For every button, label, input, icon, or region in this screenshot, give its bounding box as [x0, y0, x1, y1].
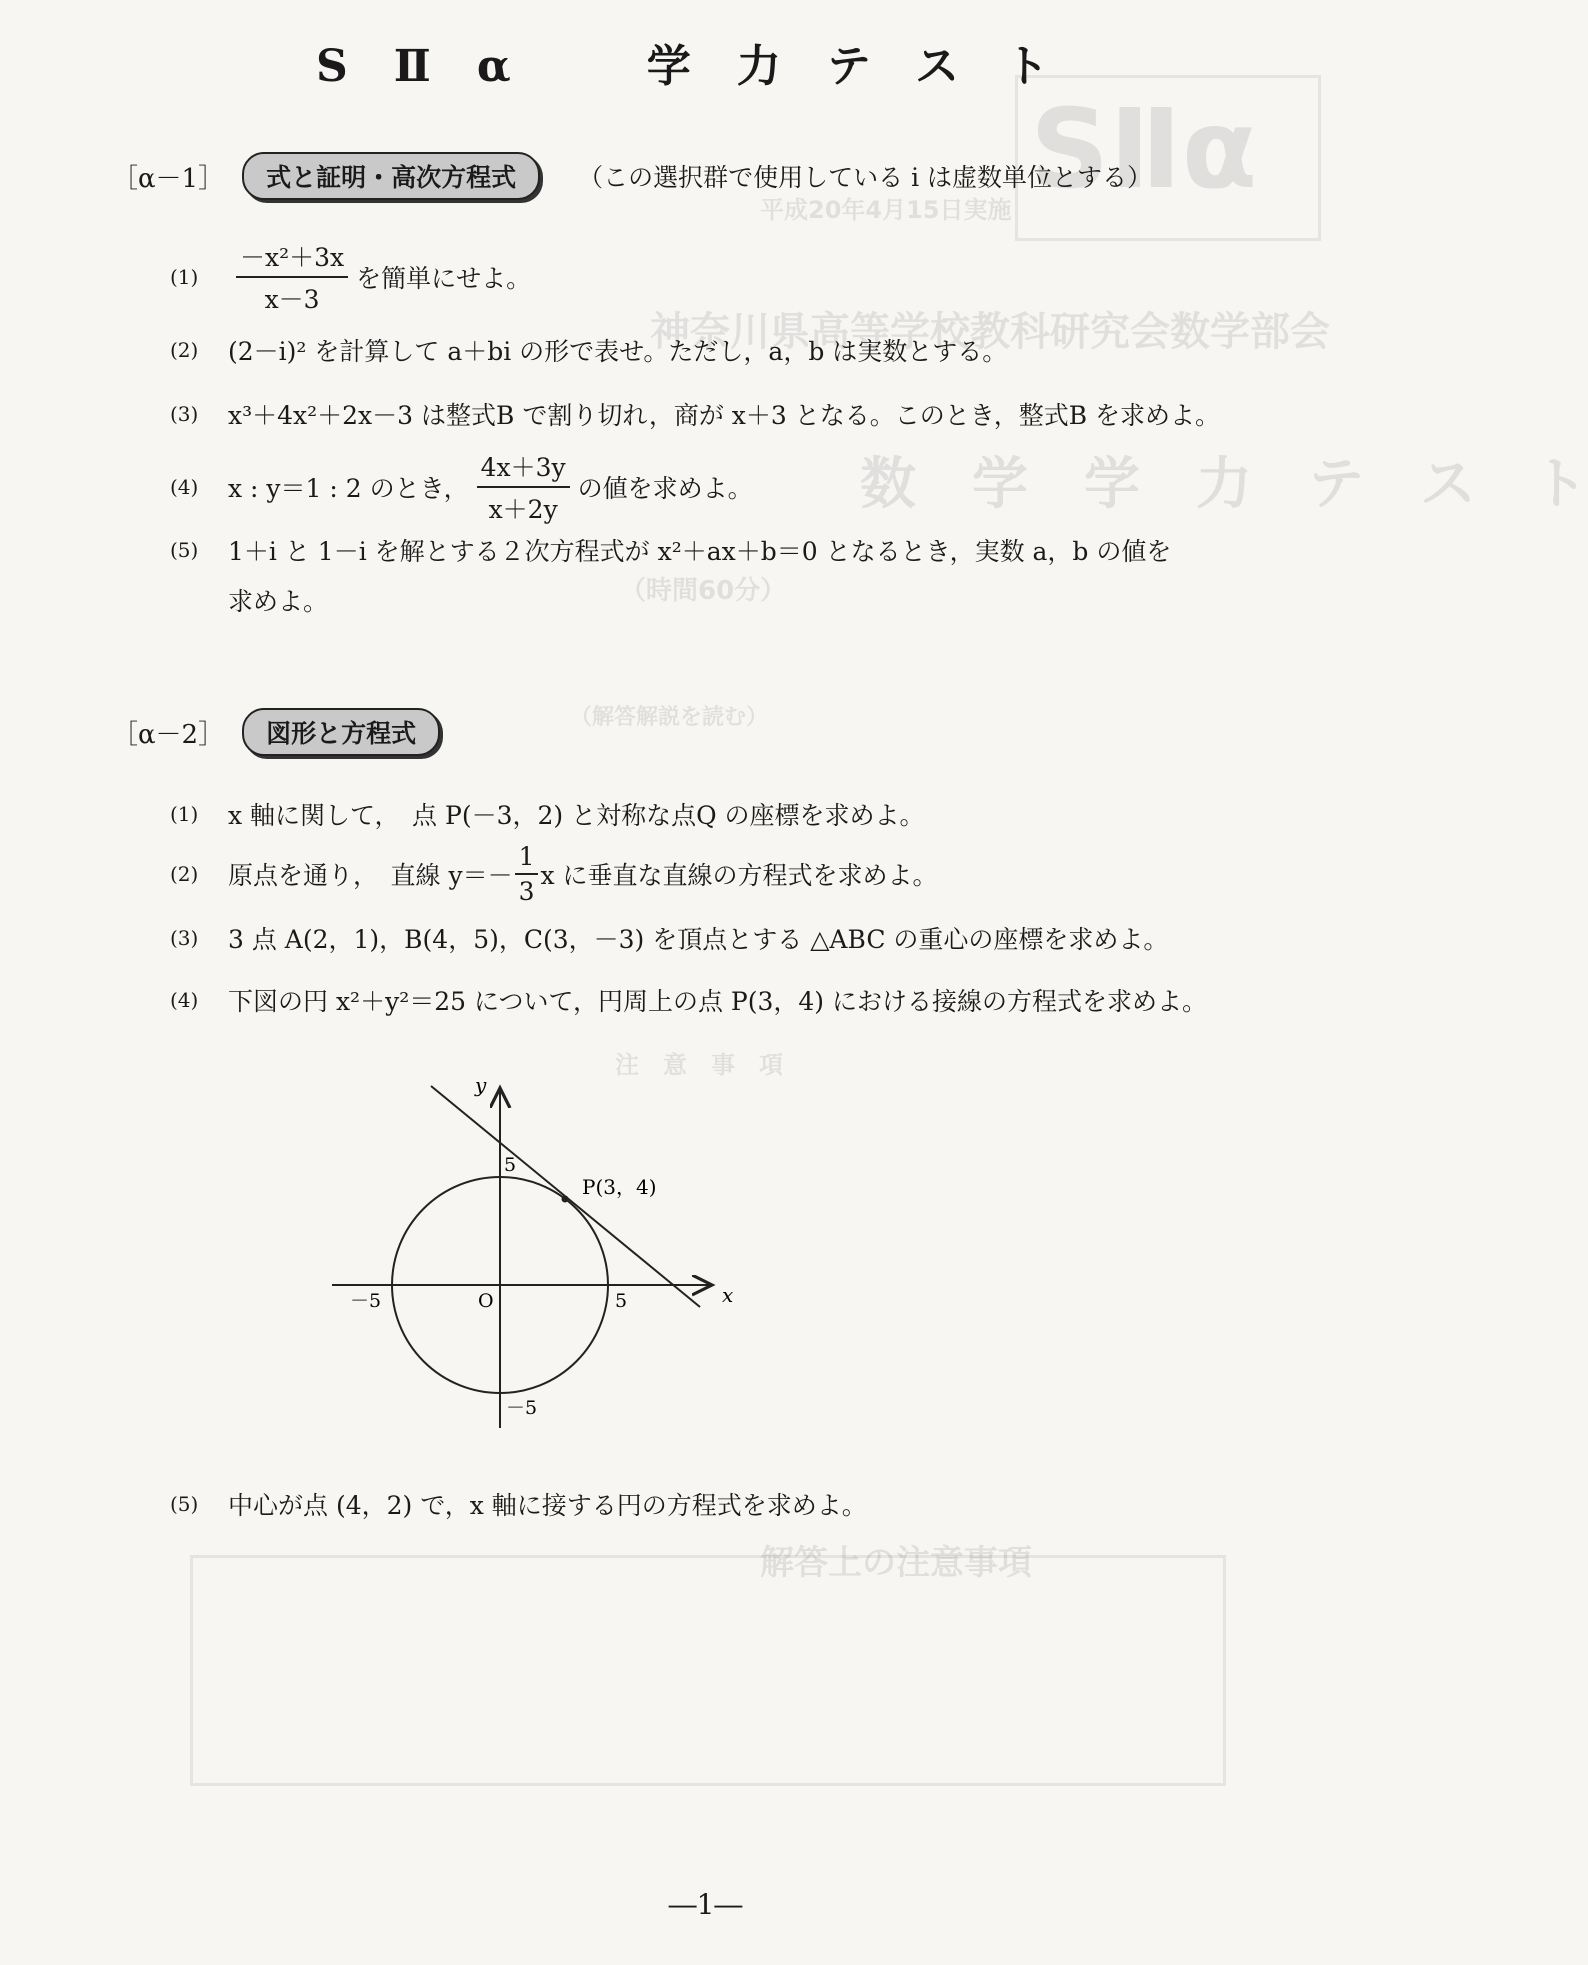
x-axis-label: x [722, 1283, 734, 1307]
x-tick-negative: －5 [350, 1290, 382, 1312]
problem-text: 3 点 A(2，1)，B(4，5)，C(3，－3) を頂点とする △ABC の重心の座標を求めよ。 [228, 925, 1169, 954]
problem-number: (2) [170, 338, 199, 362]
y-axis-label: y [475, 1073, 487, 1097]
problem-number: (3) [170, 402, 199, 426]
fraction [477, 448, 570, 526]
problem-number: (5) [170, 538, 199, 562]
problem-2-4 [170, 982, 1207, 1018]
fraction [236, 238, 348, 316]
problem-1-3 [170, 396, 1220, 432]
fraction-numerator: 4x＋3y [477, 448, 570, 488]
section-header-alpha-2 [112, 708, 440, 756]
watermark-line: 数 学 学 力 テ ス ト [860, 452, 1588, 517]
page-title: SⅡα 学力テスト [316, 41, 1095, 92]
section-topic-badge: 式と証明・高次方程式 [242, 152, 540, 200]
problem-2-2 [170, 842, 938, 906]
section-label: ［α－2］ [112, 719, 225, 750]
problem-text: の値を求めよ。 [577, 474, 753, 503]
problem-text: 下図の円 x²＋y²＝25 について，円周上の点 P(3，4) における接線の方程式を求めよ。 [228, 987, 1208, 1016]
problem-number: (2) [170, 862, 199, 886]
problem-1-1 [170, 238, 531, 316]
problem-2-1 [170, 796, 925, 832]
circle-tangent-figure [320, 1070, 740, 1450]
problem-text: x 軸に関して， 点 P(－3，2) と対称な点Q の座標を求めよ。 [228, 801, 925, 830]
problem-text: x³＋4x²＋2x－3 は整式B で割り切れ，商が x＋3 となる。このとき，整式B を求めよ。 [228, 401, 1221, 430]
watermark-line: 神奈川県高等学校教科研究会数学部会 [650, 309, 1330, 355]
watermark-line: 注 意 事 項 [615, 1051, 783, 1079]
watermark-stamp: SⅡα [1030, 85, 1258, 213]
problem-number: (3) [170, 926, 199, 950]
problem-number: (4) [170, 475, 199, 499]
section-label: ［α－1］ [112, 163, 225, 194]
watermark-line: （解答解説を読む） [570, 705, 769, 730]
problem-number: (4) [170, 988, 199, 1012]
problem-number: (5) [170, 1492, 199, 1516]
problem-text: x : y＝1 : 2 のとき， [228, 474, 469, 503]
problem-text: x に垂直な直線の方程式を求めよ。 [540, 861, 938, 890]
problem-number: (1) [170, 802, 199, 826]
problem-1-5-continuation: 求めよ。 [228, 587, 329, 616]
watermark-line: 平成20年4月15日実施 [760, 196, 1012, 224]
problem-text: 1＋i と 1－i を解とする２次方程式が x²＋ax＋b＝0 となるとき，実数 a，b の値を [228, 537, 1172, 566]
origin-label: O [478, 1290, 494, 1312]
problem-number: (1) [170, 265, 199, 289]
watermark-line: （時間60分） [620, 576, 787, 606]
problem-2-3 [170, 920, 1168, 956]
y-tick-positive: 5 [504, 1154, 517, 1176]
x-tick-positive: 5 [615, 1290, 628, 1312]
fraction [515, 842, 539, 906]
problem-1-5 [170, 532, 1171, 568]
point-p-label: P(3，4) [582, 1175, 657, 1199]
fraction-denominator: 3 [518, 877, 535, 906]
problem-text: (2－i)² を計算して a＋bi の形で表せ。ただし，a，b は実数とする。 [228, 337, 1008, 366]
problem-text: 原点を通り， 直線 y＝－ [228, 861, 513, 890]
problem-1-2 [170, 332, 1007, 368]
page-number: ―1― [668, 1888, 743, 1921]
point-p [562, 1196, 569, 1203]
y-tick-negative: －5 [506, 1397, 538, 1419]
fraction-denominator: x＋2y [488, 495, 558, 524]
fraction-numerator: 1 [515, 842, 539, 875]
problem-text: 中心が点 (4，2) で，x 軸に接する円の方程式を求めよ。 [228, 1491, 867, 1520]
section-header-alpha-1 [112, 152, 1152, 200]
fraction-denominator: x－3 [264, 285, 320, 314]
problem-2-5 [170, 1486, 867, 1522]
problem-1-4 [170, 448, 753, 526]
fraction-numerator: －x²＋3x [236, 238, 348, 278]
section-topic-badge: 図形と方程式 [242, 708, 440, 756]
section-note: （この選択群で使用している i は虚数単位とする） [578, 163, 1153, 192]
problem-text: を簡単にせよ。 [356, 264, 532, 293]
watermark-line: 解答上の注意事項 [760, 1543, 1032, 1583]
